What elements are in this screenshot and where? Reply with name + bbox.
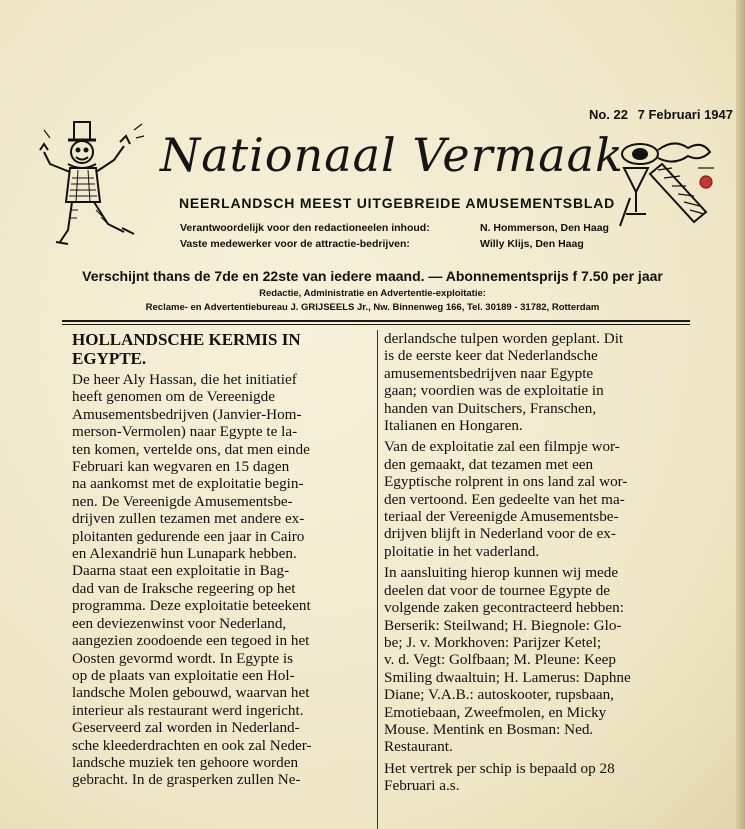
text-line: landsche Molen gebouwd, waarvan het [72,684,310,702]
text-line: ten komen, vertelde ons, dat men einde [72,440,310,458]
headline-line: HOLLANDSCHE KERMIS IN [72,330,301,349]
text-line: Emotiebaan, Zweefmolen, en Micky [384,703,607,721]
text-line: Restaurant. [384,738,453,756]
text-line: landsche muziek ten gehoore worden [72,753,299,771]
text-line: amusementsbedrijven naar Egypte [384,364,594,382]
text-line: op de plaats van exploitatie een Hol- [72,666,295,684]
text-line: Amusementsbedrijven (Janvier-Hom- [72,405,302,423]
text-line: Smiling dwaaltuin; H. Lamerus: Daphne [384,668,631,686]
clown-illustration [38,120,146,252]
responsible-label: Verantwoordelijk voor den redactioneelen inhoud: [180,222,430,234]
article-paragraph [384,760,690,795]
text-line: gaan; voordien was de exploitatie in [384,382,604,400]
text-line: deelen dat voor de tournee Egypte de [384,581,611,599]
text-line: gebracht. In de grasperken zullen Ne- [72,771,301,789]
text-line: Italianen en Hongaren. [384,417,523,435]
issue-number: No. 22 [588,107,628,122]
article-paragraph [384,438,690,560]
text-line: sche kleederdrachten en ook zal Neder- [72,736,312,754]
text-line: teriaal der Vereenigde Amusementsbe- [384,508,619,526]
responsible-editor-line [180,222,609,234]
header-rule [62,320,690,322]
header-rule-thin [62,324,690,325]
text-line: heeft genomen om de Vereenigde [72,388,275,406]
column-divider [377,330,378,829]
page-edge [736,0,745,829]
text-line: programma. Deze exploitatie beteekent [72,597,311,615]
text-line: handen van Duitschers, Franschen, [384,399,597,417]
text-line: Geserveerd zal worden in Nederland- [72,719,300,737]
text-line: ploitatie in het vaderland. [384,542,540,560]
text-line: De heer Aly Hassan, die het initiatief [72,371,297,388]
text-line: Van de exploitatie zal een filmpje wor- [384,438,620,456]
article-headline [72,330,368,368]
coworker-line [180,238,600,250]
text-line: aangezien zoodoende een tegoed in het [72,632,310,650]
masthead-subtitle: NEERLANDSCH MEEST UITGEBREIDE AMUSEMENTSBLAD [179,195,616,211]
text-line: na aankomst met de exploitatie begin- [72,475,304,493]
ornament-illustration [614,138,722,230]
text-line: derlandsche tulpen worden geplant. Dit [384,330,624,347]
issue-info [583,107,733,122]
text-line: is de eerste keer dat Nederlandsche [384,347,598,365]
article-paragraph [384,330,690,434]
text-line: den vertoond. Een gedeelte van het ma- [384,490,625,508]
text-line: een deviezenwinst voor Nederland, [72,614,287,632]
masthead-title: Nationaal Vermaak [160,128,624,182]
article-paragraph [384,564,690,755]
responsible-value: N. Hommerson, Den Haag [480,222,609,234]
coworker-label: Vaste medewerker voor de attractie-bedrijven: [180,238,410,250]
text-line: drijven blijft in Nederland voor de ex- [384,525,616,543]
headline-line: EGYPTE. [72,349,147,368]
text-line: den gemaakt, dat tezamen met een [384,455,594,473]
admin-line: Redactie, Administratie en Advertentie-exploitatie: [259,288,486,299]
address-line: Reclame- en Advertentiebureau J. GRIJSEELS Jr., Nw. Binnenweg 166, Tel. 30189 - 31782, Rotterdam [145,302,600,313]
text-line: v. d. Vegt: Golfbaan; M. Pleune: Keep [384,651,616,669]
text-line: Februari a.s. [384,777,460,795]
text-line: en Alexandrië hun Lunapark hebben. [72,545,297,563]
text-line: interieur als restaurant werd ingericht. [72,701,304,719]
coworker-value: Willy Klijs, Den Haag [480,238,584,250]
text-line: nen. De Vereenigde Amusementsbe- [72,492,293,510]
article-right-column [384,330,690,795]
text-line: Berserik: Steilwand; H. Biegnole: Glo- [384,616,622,634]
text-line: Februari kan wegvaren en 15 dagen [72,458,290,476]
text-line: Egyptische rolprent in ons land zal wor- [384,473,628,491]
text-line: Daarna staat een exploitatie in Bag- [72,562,290,580]
article-left-column [72,330,368,789]
text-line: merson-Vermolen) naar Egypte te la- [72,423,298,441]
article-paragraph [72,371,368,789]
text-line: ploitanten gedurende een jaar in Cairo [72,527,305,545]
text-line: In aansluiting hierop kunnen wij mede [384,564,619,582]
text-line: volgende zaken gecontracteerd hebben: [384,599,624,617]
text-line: Diane; V.A.B.: autoskooter, rupsbaan, [384,686,614,704]
frequency-line: Verschijnt thans de 7de en 22ste van iedere maand. — Abonnementsprijs f 7.50 per jaar [82,268,663,284]
text-line: Mouse. Mentink en Bosman: Ned. [384,720,594,738]
text-line: be; J. v. Morkhoven: Parijzer Ketel; [384,633,602,651]
text-line: Het vertrek per schip is bepaald op 28 [384,759,615,777]
text-line: dad van de Iraksche regeering op het [72,579,296,597]
text-line: drijven zullen tezamen met andere ex- [72,510,305,528]
text-line: Oosten gevormd wordt. In Egypte is [72,649,294,667]
issue-date: 7 Februari 1947 [637,107,733,122]
